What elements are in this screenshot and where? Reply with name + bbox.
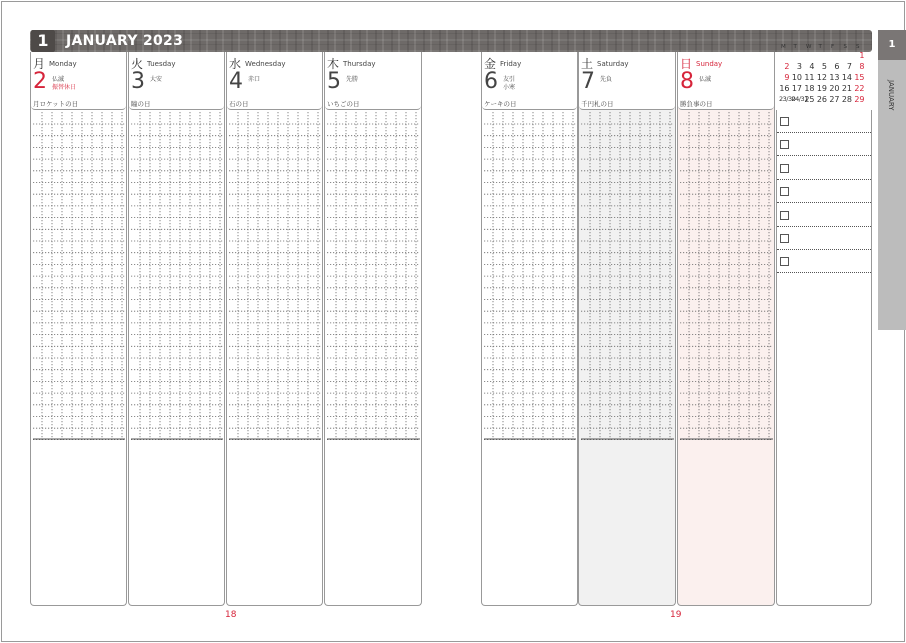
weekday-jp: 日 [680, 57, 693, 71]
day-header [325, 52, 421, 110]
todo-item[interactable] [777, 204, 871, 227]
mini-calendar-day: 12 [816, 73, 827, 82]
mini-calendar-day [804, 50, 817, 61]
mini-calendar-week [779, 72, 872, 83]
holiday-label: 振替休日 [52, 84, 77, 91]
weekday-jp: 火 [131, 57, 144, 71]
day-column-wednesday[interactable] [226, 52, 323, 606]
time-grid[interactable] [33, 112, 125, 440]
day-column-monday[interactable] [30, 52, 127, 606]
mini-calendar-day: 24/31 [791, 95, 808, 103]
mini-calendar-day: 8 [859, 62, 865, 71]
day-annotation: 勝負事の日 [680, 100, 713, 108]
day-annotation: 石の日 [229, 100, 249, 108]
day-header [129, 52, 224, 110]
day-header [31, 52, 126, 110]
weekday-en: Monday [49, 60, 77, 68]
mini-calendar-day: 6 [834, 62, 840, 71]
todo-checkbox[interactable] [780, 187, 789, 196]
day-header [227, 52, 322, 110]
day-column-thursday[interactable] [324, 52, 422, 606]
mini-calendar-day: 13 [829, 73, 840, 82]
time-grid[interactable] [229, 112, 321, 440]
weekday-en: Wednesday [245, 60, 286, 68]
todo-checkbox[interactable] [780, 257, 789, 266]
weekday-header: F [831, 44, 835, 50]
mini-calendar-day: 14 [841, 73, 852, 82]
weekday-jp: 水 [229, 57, 242, 71]
todo-item[interactable] [777, 180, 871, 203]
day-column-saturday[interactable] [578, 52, 676, 606]
date-number: 6 [484, 69, 498, 94]
weekday-en: Tuesday [147, 60, 176, 68]
day-column-tuesday[interactable] [128, 52, 225, 606]
date-number: 5 [327, 69, 341, 94]
time-grid[interactable] [484, 112, 576, 440]
weekday-header: M [781, 44, 786, 50]
rokuyo-label: 仏滅 [699, 76, 712, 83]
mini-calendar-day [779, 50, 792, 61]
day-column-friday[interactable] [481, 52, 578, 606]
mini-calendar-day: 29 [854, 95, 865, 104]
weekday-jp: 月 [33, 57, 46, 71]
mini-calendar-day: 1 [859, 51, 865, 60]
weekday-en: Thursday [343, 60, 376, 68]
mini-calendar-day [829, 50, 842, 61]
date-number: 7 [581, 69, 595, 94]
rokuyo-label: 大安 [150, 76, 163, 83]
day-annotation: 瞳の日 [131, 100, 151, 108]
mini-calendar-day: 5 [821, 62, 827, 71]
side-tab-number[interactable]: 1 [878, 30, 906, 60]
day-header [678, 52, 774, 110]
date-number: 8 [680, 69, 694, 94]
date-number: 2 [33, 69, 47, 94]
page-number-right: 19 [670, 610, 682, 620]
side-index-tab[interactable] [878, 30, 906, 330]
rokuyo-label: 赤口 [248, 76, 261, 83]
mini-calendar-day: 3 [796, 62, 802, 71]
weekday-en: Sunday [696, 60, 723, 68]
mini-calendar [778, 44, 872, 108]
mini-calendar-day [842, 50, 855, 61]
todo-checkbox[interactable] [780, 117, 789, 126]
mini-calendar-day: 27 [829, 95, 840, 104]
weekday-header: T [793, 44, 797, 50]
mini-calendar-day: 15 [854, 73, 865, 82]
day-header [482, 52, 577, 110]
mini-calendar-day: 26 [816, 95, 827, 104]
day-header [579, 52, 675, 110]
mini-calendar-day [817, 50, 830, 61]
month-title: JANUARY 2023 [66, 33, 184, 49]
mini-calendar-week [779, 83, 872, 94]
mini-calendar-day: 23/30 [779, 95, 796, 103]
mini-calendar-week [779, 50, 872, 61]
weekday-en: Saturday [597, 60, 629, 68]
weekday-jp: 金 [484, 57, 497, 71]
mini-calendar-day: 21 [841, 84, 852, 93]
mini-calendar-day: 22 [854, 84, 865, 93]
todo-checkbox[interactable] [780, 140, 789, 149]
mini-calendar-day: 25 [804, 95, 815, 104]
weekday-header: S [856, 44, 860, 50]
time-grid[interactable] [327, 112, 420, 440]
todo-item[interactable] [777, 110, 871, 133]
todo-item[interactable] [777, 250, 871, 273]
todo-checkbox[interactable] [780, 211, 789, 220]
weekday-header: S [843, 44, 847, 50]
mini-calendar-day: 18 [804, 84, 815, 93]
day-column-sunday[interactable] [677, 52, 775, 606]
date-number: 4 [229, 69, 243, 94]
weekday-jp: 土 [581, 57, 594, 71]
todo-item[interactable] [777, 157, 871, 180]
weekday-en: Friday [500, 60, 522, 68]
weekday-header: T [818, 44, 822, 50]
todo-list [776, 110, 872, 606]
rokuyo-label: 先勝 [346, 76, 359, 83]
todo-item[interactable] [777, 133, 871, 156]
mini-calendar-day: 2 [784, 62, 790, 71]
weekday-header: W [806, 44, 812, 50]
day-annotation: ケーキの日 [484, 100, 517, 108]
mini-calendar-day: 28 [841, 95, 852, 104]
rokuyo-label: 友引 [503, 76, 516, 83]
todo-checkbox[interactable] [780, 234, 789, 243]
mini-calendar-rows [778, 50, 872, 105]
mini-calendar-week [779, 61, 872, 72]
mini-calendar-day: 11 [804, 73, 815, 82]
mini-calendar-week [779, 94, 872, 105]
solar-term-label: 小寒 [503, 84, 516, 91]
month-number-badge: 1 [31, 30, 55, 52]
time-grid[interactable] [680, 112, 773, 440]
day-annotation: 千円札の日 [581, 100, 614, 108]
rokuyo-label: 先負 [600, 76, 613, 83]
page-number-left: 18 [225, 610, 237, 620]
mini-calendar-day: 17 [791, 84, 802, 93]
rokuyo-label: 仏滅 [52, 76, 65, 83]
mini-calendar-day: 4 [809, 62, 815, 71]
todo-item[interactable] [777, 227, 871, 250]
mini-calendar-day: 20 [829, 84, 840, 93]
todo-checkbox[interactable] [780, 164, 789, 173]
day-annotation: いちごの日 [327, 100, 360, 108]
mini-calendar-day [792, 50, 805, 61]
mini-calendar-day: 7 [846, 62, 852, 71]
mini-calendar-day: 16 [779, 84, 790, 93]
time-grid[interactable] [131, 112, 223, 440]
day-annotation: 月ロケットの日 [33, 100, 79, 108]
time-grid[interactable] [581, 112, 674, 440]
mini-calendar-day: 19 [816, 84, 827, 93]
side-tab-label: JANUARY [887, 80, 895, 111]
mini-calendar-day: 9 [784, 73, 790, 82]
date-number: 3 [131, 69, 145, 94]
mini-calendar-day: 10 [791, 73, 802, 82]
weekday-jp: 木 [327, 57, 340, 71]
